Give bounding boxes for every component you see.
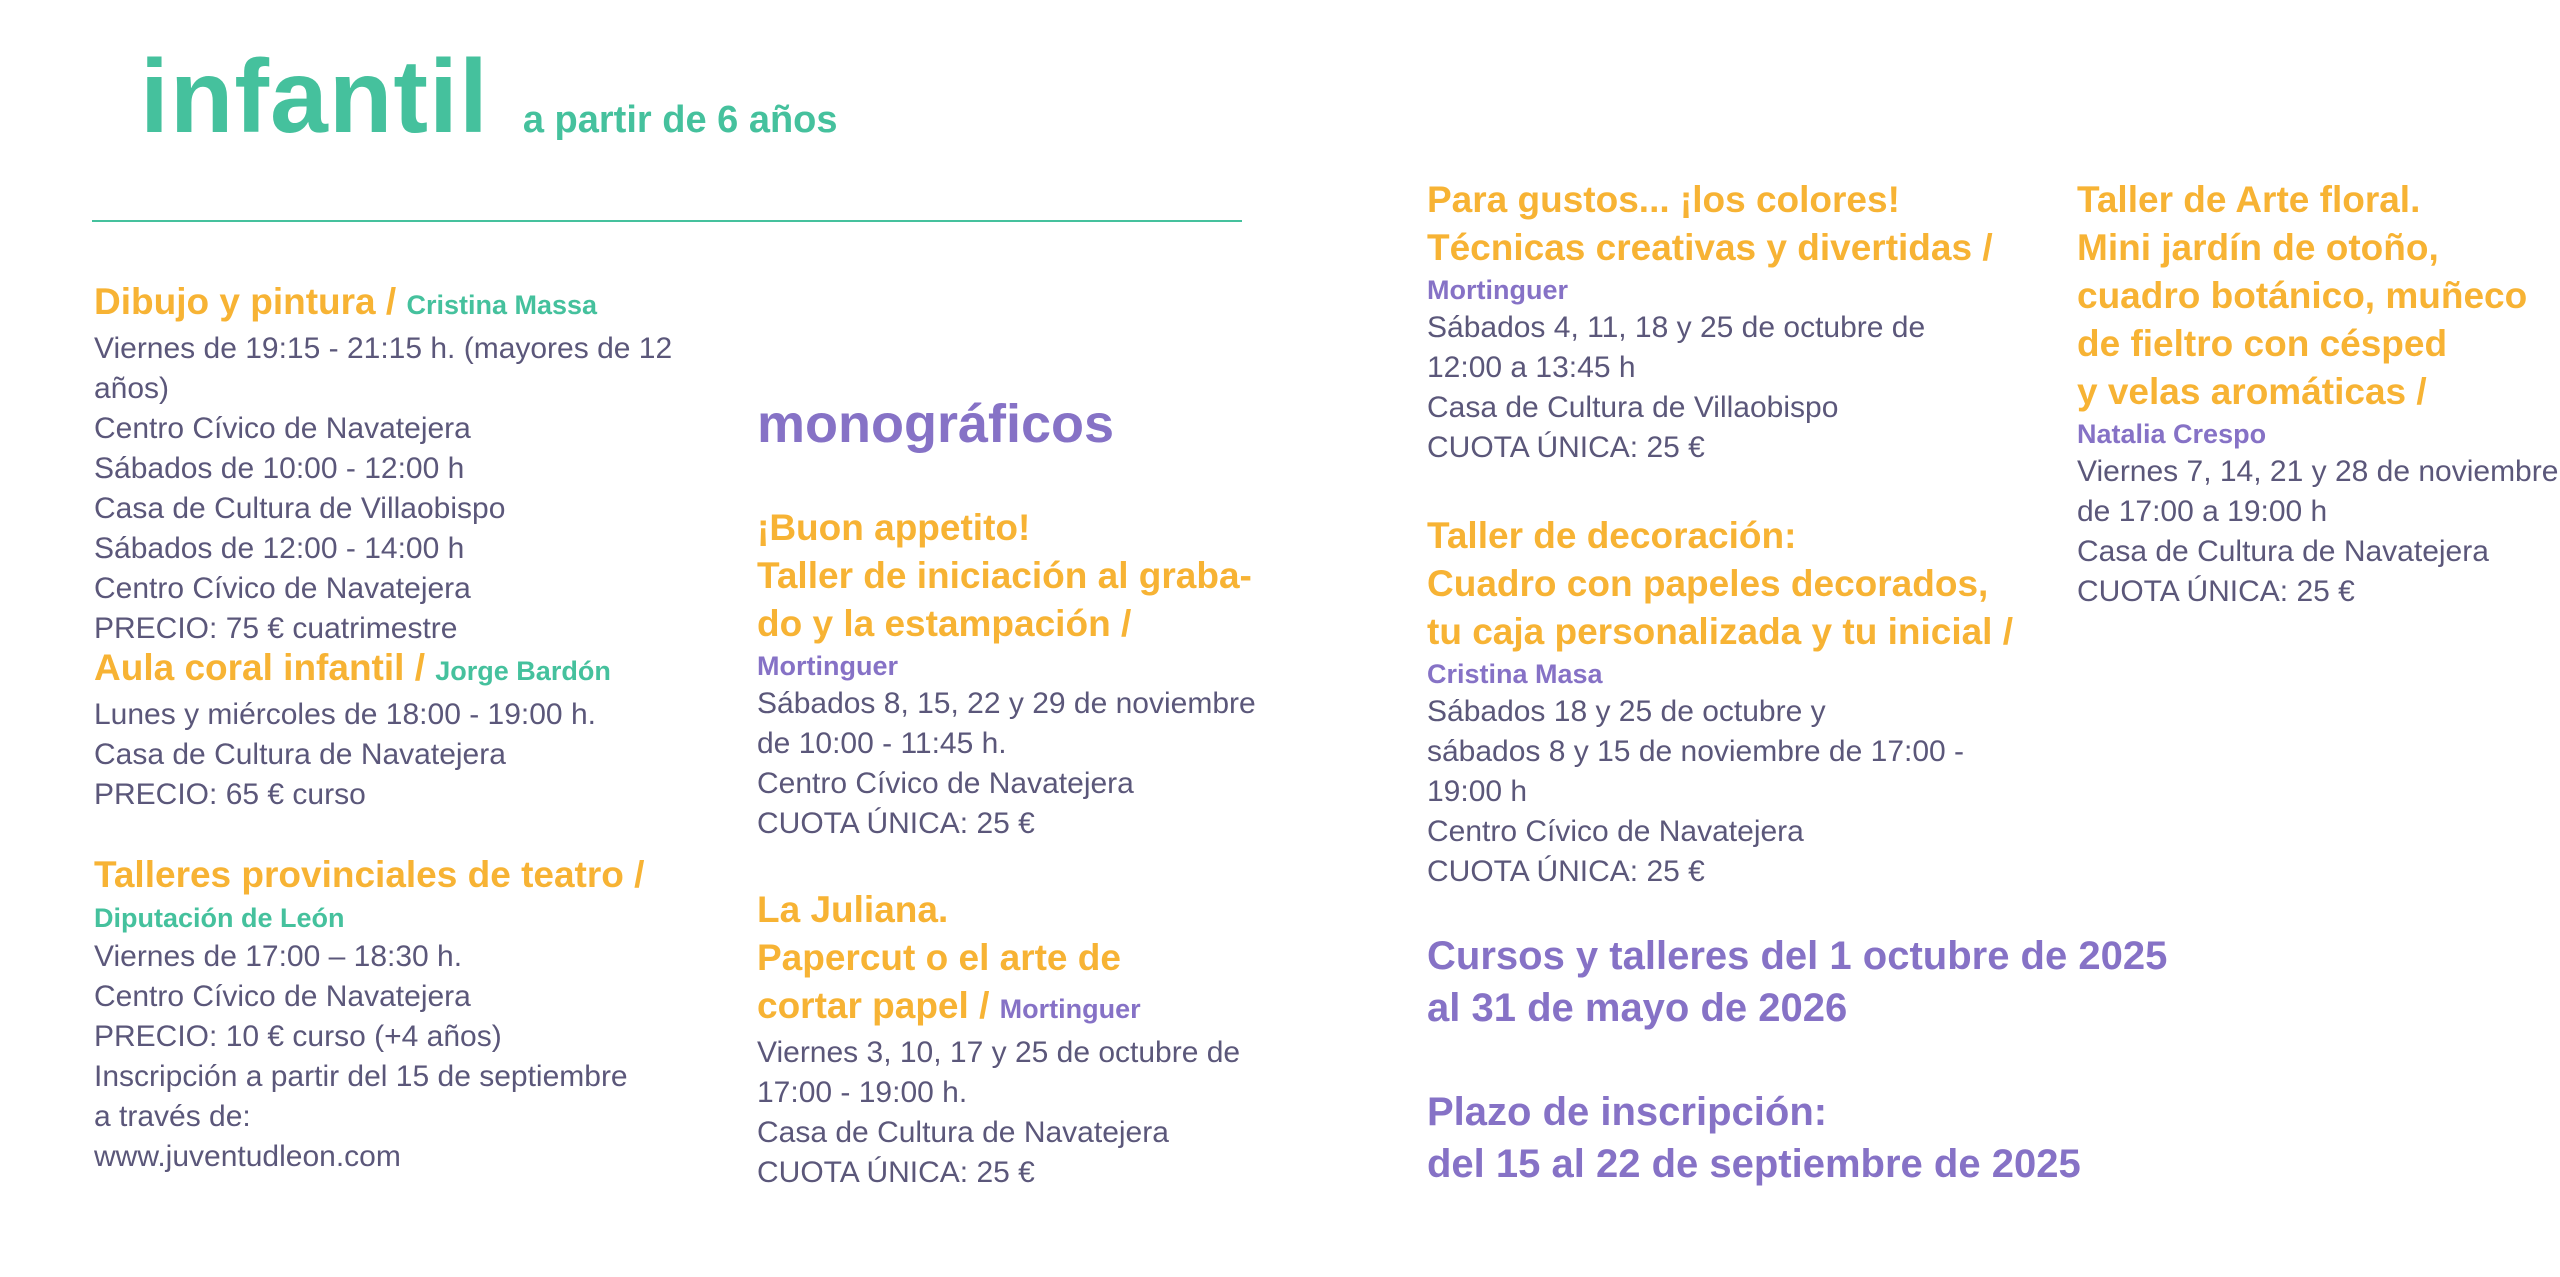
registration-note [1427, 1086, 2081, 1190]
detail-line: Lunes y miércoles de 18:00 - 19:00 h. [94, 698, 596, 731]
detail-line: PRECIO: 75 € cuatrimestre [94, 612, 458, 645]
detail-line: CUOTA ÚNICA: 25 € [1427, 431, 1705, 464]
detail-line: Sábados 18 y 25 de octubre y [1427, 695, 1826, 728]
detail-line: Viernes de 17:00 – 18:30 h. [94, 940, 463, 973]
course-title [757, 504, 1317, 648]
course-author: Cristina Masa [1427, 659, 1603, 689]
course-juliana [757, 886, 1317, 1193]
course-appetito [757, 504, 1317, 844]
title-line: Taller de Arte floral. [2077, 179, 2421, 220]
title-line: do y la estampación / [757, 603, 1132, 644]
section-title: monográficos [757, 394, 1115, 454]
detail-line: Viernes 7, 14, 21 y 28 de noviembre [2077, 455, 2559, 488]
page-title: infantil [140, 39, 489, 155]
title-line: cuadro botánico, muñeco [2077, 275, 2528, 316]
detail-line: Casa de Cultura de Villaobispo [94, 492, 506, 525]
course-author: Natalia Crespo [2077, 419, 2267, 449]
detail-line: Inscripción a partir del 15 de septiembre [94, 1060, 628, 1093]
detail-line: 12:00 a 13:45 h [1427, 351, 1636, 384]
course-coral [94, 644, 734, 815]
course-author: Mortinguer [757, 651, 898, 681]
title-line: Cuadro con papeles decorados, [1427, 563, 1989, 604]
course-details [94, 695, 734, 815]
course-author: Diputación de León [94, 903, 345, 933]
course-details [1427, 308, 2027, 468]
course-title [2077, 176, 2537, 416]
course-author: Cristina Massa [406, 290, 598, 320]
detail-line: Viernes de 19:15 - 21:15 h. (mayores de 12 años) [94, 332, 673, 405]
note-line: del 15 al 22 de septiembre de 2025 [1427, 1142, 2081, 1186]
detail-line: sábados 8 y 15 de noviembre de 17:00 - 19:00 h [1427, 735, 1965, 808]
note-line: Cursos y talleres del 1 octubre de 2025 [1427, 934, 2168, 978]
course-title: Dibujo y pintura / [94, 281, 397, 322]
course-title [1427, 512, 2047, 656]
detail-line: Viernes 3, 10, 17 y 25 de octubre de [757, 1036, 1241, 1069]
course-title-line [94, 644, 734, 695]
detail-line: Sábados 8, 15, 22 y 29 de noviembre [757, 687, 1256, 720]
detail-line: Casa de Cultura de Navatejera [94, 738, 506, 771]
page-header [140, 39, 838, 155]
detail-line: Casa de Cultura de Navatejera [757, 1116, 1169, 1149]
course-title [757, 886, 1317, 1033]
course-title: Talleres provinciales de teatro / [94, 854, 645, 895]
title-line: Papercut o el arte de [757, 937, 1121, 978]
title-line: Mini jardín de otoño, [2077, 227, 2439, 268]
course-decoracion [1427, 512, 2047, 892]
title-text: cortar papel / [757, 985, 990, 1026]
title-line: de fieltro con césped [2077, 323, 2448, 364]
title-line: Taller de iniciación al graba- [757, 555, 1252, 596]
detail-line: de 17:00 a 19:00 h [2077, 495, 2328, 528]
course-gustos [1427, 176, 2027, 468]
course-details [1427, 692, 2047, 892]
detail-line: PRECIO: 65 € curso [94, 778, 366, 811]
detail-line: Centro Cívico de Navatejera [94, 980, 471, 1013]
website-link[interactable]: www.juventudleon.com [94, 1140, 401, 1173]
course-details [94, 937, 734, 1177]
detail-line: Casa de Cultura de Villaobispo [1427, 391, 1839, 424]
title-line: ¡Buon appetito! [757, 507, 1031, 548]
title-line: La Juliana. [757, 889, 949, 930]
detail-line: de 10:00 - 11:45 h. [757, 727, 1007, 760]
detail-line: a través de: [94, 1100, 251, 1133]
detail-line: CUOTA ÚNICA: 25 € [2077, 575, 2355, 608]
note-line: al 31 de mayo de 2026 [1427, 986, 1848, 1030]
course-details [757, 684, 1317, 844]
detail-line: PRECIO: 10 € curso (+4 años) [94, 1020, 502, 1053]
detail-line: Centro Cívico de Navatejera [94, 572, 471, 605]
detail-line: Centro Cívico de Navatejera [94, 412, 471, 445]
course-floral [2077, 176, 2559, 612]
course-details [757, 1033, 1317, 1193]
detail-line: Centro Cívico de Navatejera [757, 767, 1134, 800]
note-line: Plazo de inscripción: [1427, 1090, 1828, 1134]
title-line: tu caja personalizada y tu inicial / [1427, 611, 2014, 652]
detail-line: Sábados de 10:00 - 12:00 h [94, 452, 465, 485]
detail-line: CUOTA ÚNICA: 25 € [757, 1156, 1035, 1189]
title-line: Taller de decoración: [1427, 515, 1797, 556]
course-author: Mortinguer [1427, 275, 1568, 305]
course-author: Jorge Bardón [435, 656, 611, 686]
detail-line: Centro Cívico de Navatejera [1427, 815, 1804, 848]
header-divider [92, 220, 1242, 222]
course-details [2077, 452, 2559, 612]
title-line: y velas aromáticas / [2077, 371, 2427, 412]
detail-line: CUOTA ÚNICA: 25 € [1427, 855, 1705, 888]
detail-line: Sábados de 12:00 - 14:00 h [94, 532, 465, 565]
course-dates-note [1427, 930, 2167, 1034]
detail-line: 17:00 - 19:00 h. [757, 1076, 968, 1109]
course-title [1427, 176, 2027, 272]
course-title-line [94, 278, 734, 329]
course-teatro [94, 851, 734, 1177]
course-title: Aula coral infantil / [94, 647, 425, 688]
course-author: Mortinguer [999, 994, 1141, 1024]
title-line: Técnicas creativas y divertidas / [1427, 227, 1993, 268]
title-line [757, 982, 1317, 1033]
title-line: Para gustos... ¡los colores! [1427, 179, 1900, 220]
detail-line: Casa de Cultura de Navatejera [2077, 535, 2489, 568]
detail-line: CUOTA ÚNICA: 25 € [757, 807, 1035, 840]
course-dibujo [94, 278, 734, 649]
page-subtitle: a partir de 6 años [522, 99, 838, 141]
detail-line: Sábados 4, 11, 18 y 25 de octubre de [1427, 311, 1926, 344]
course-details [94, 329, 734, 649]
